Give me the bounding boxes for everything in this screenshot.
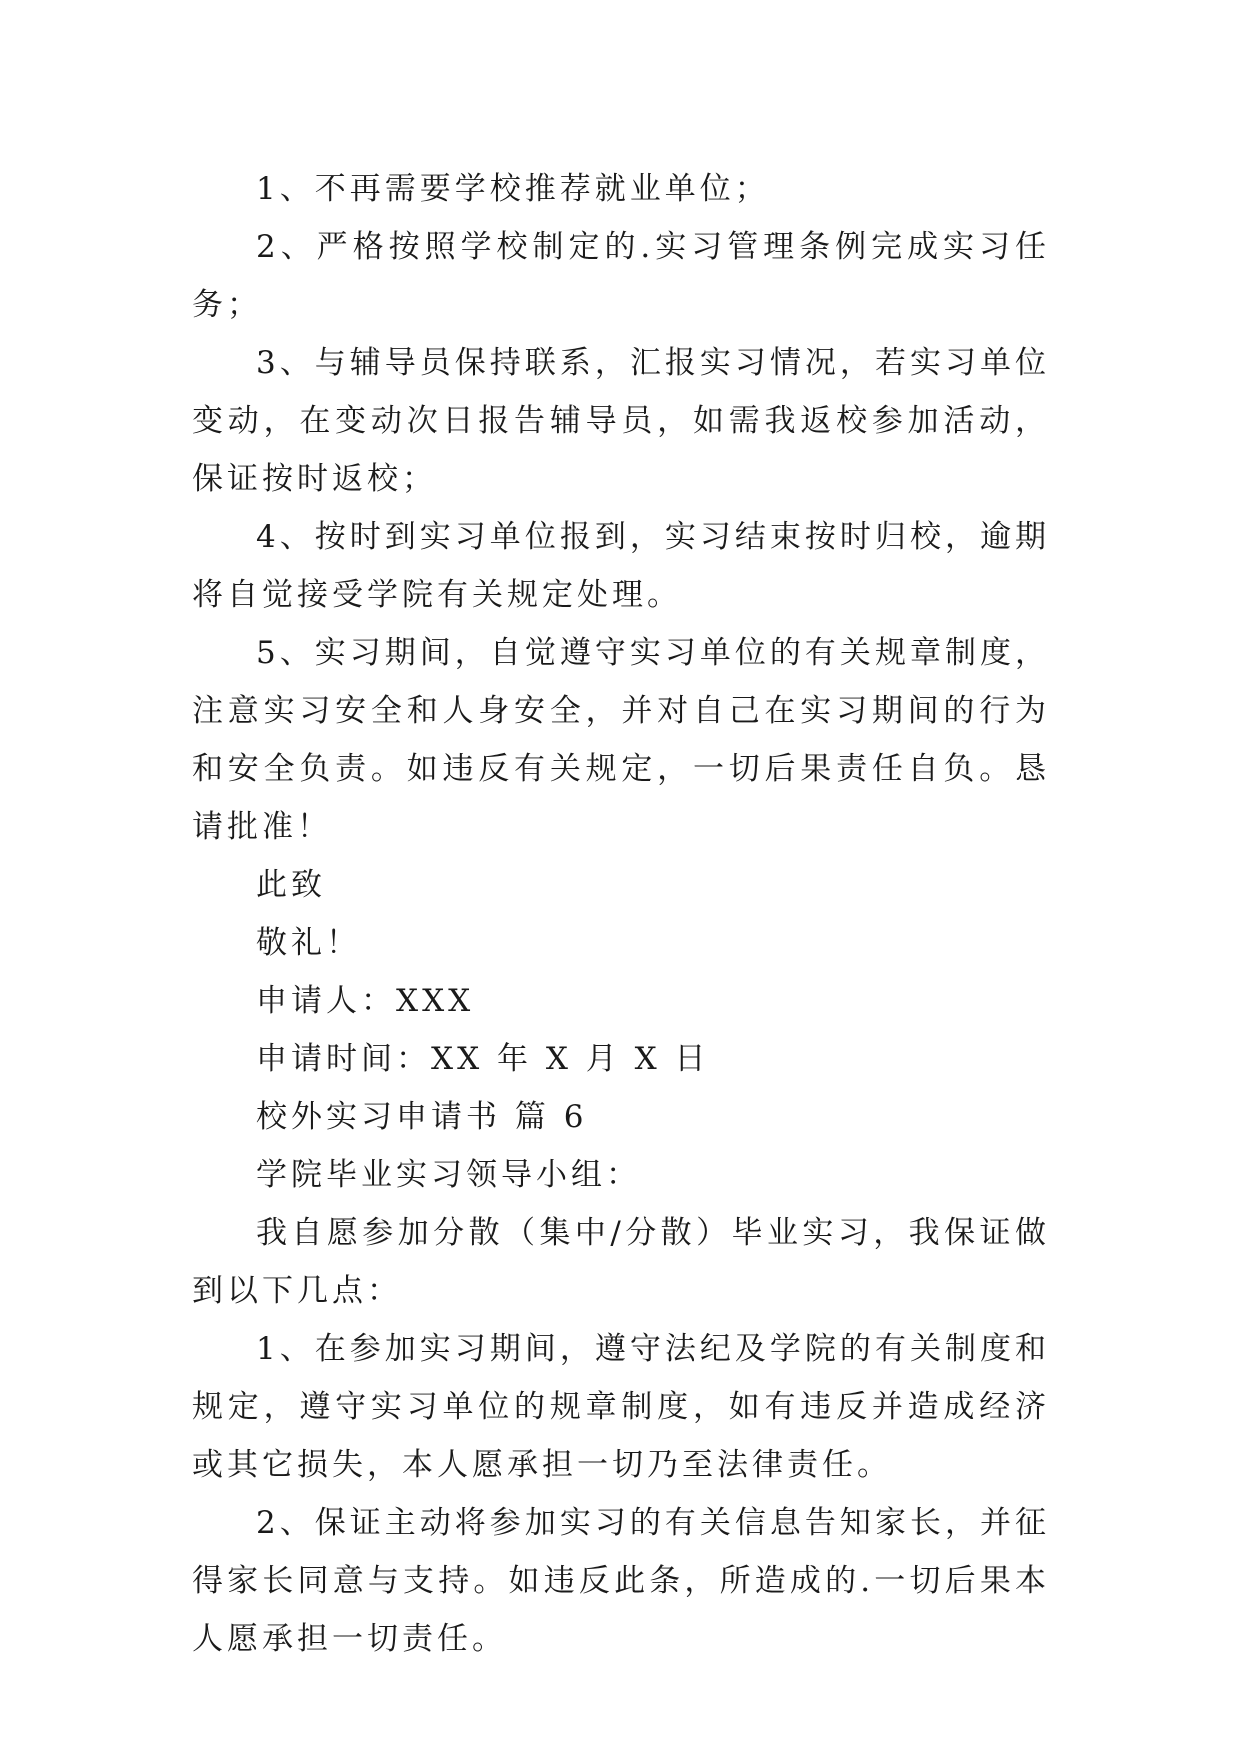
- pledge-item-2: 2、保证主动将参加实习的有关信息告知家长，并征得家长同意与支持。如违反此条，所造成的.一切后果本人愿承担一切责任。: [192, 1505, 1050, 1657]
- paragraph-item-5: 5、实习期间，自觉遵守实习单位的有关规章制度，注意实习安全和人身安全，并对自己在实习期间的行为和安全负责。如违反有关规定，一切后果责任自负。恳请批准！: [192, 635, 1050, 845]
- paragraph-item-3: 3、与辅导员保持联系，汇报实习情况，若实习单位变动，在变动次日报告辅导员，如需我返校参加活动，保证按时返校；: [192, 345, 1050, 497]
- closing-salutation: 此致: [256, 867, 326, 903]
- section-title: 校外实习申请书 篇 6: [256, 1099, 588, 1135]
- intro-paragraph: 我自愿参加分散（集中/分散）毕业实习，我保证做到以下几点：: [192, 1215, 1050, 1309]
- closing-regards: 敬礼！: [256, 925, 361, 961]
- addressee: 学院毕业实习领导小组：: [256, 1157, 641, 1193]
- paragraph-item-4: 4、按时到实习单位报到，实习结束按时归校，逾期将自觉接受学院有关规定处理。: [192, 519, 1050, 613]
- application-date: 申请时间：XX 年 X 月 X 日: [256, 1041, 710, 1077]
- paragraph-item-2: 2、严格按照学校制定的.实习管理条例完成实习任务；: [192, 229, 1050, 323]
- pledge-item-1: 1、在参加实习期间，遵守法纪及学院的有关制度和规定，遵守实习单位的规章制度，如有违反并造成经济或其它损失，本人愿承担一切乃至法律责任。: [192, 1331, 1050, 1483]
- paragraph-item-1: 1、不再需要学校推荐就业单位；: [256, 171, 770, 207]
- document-body: [192, 160, 1050, 1668]
- applicant-name: 申请人：XXX: [256, 983, 475, 1019]
